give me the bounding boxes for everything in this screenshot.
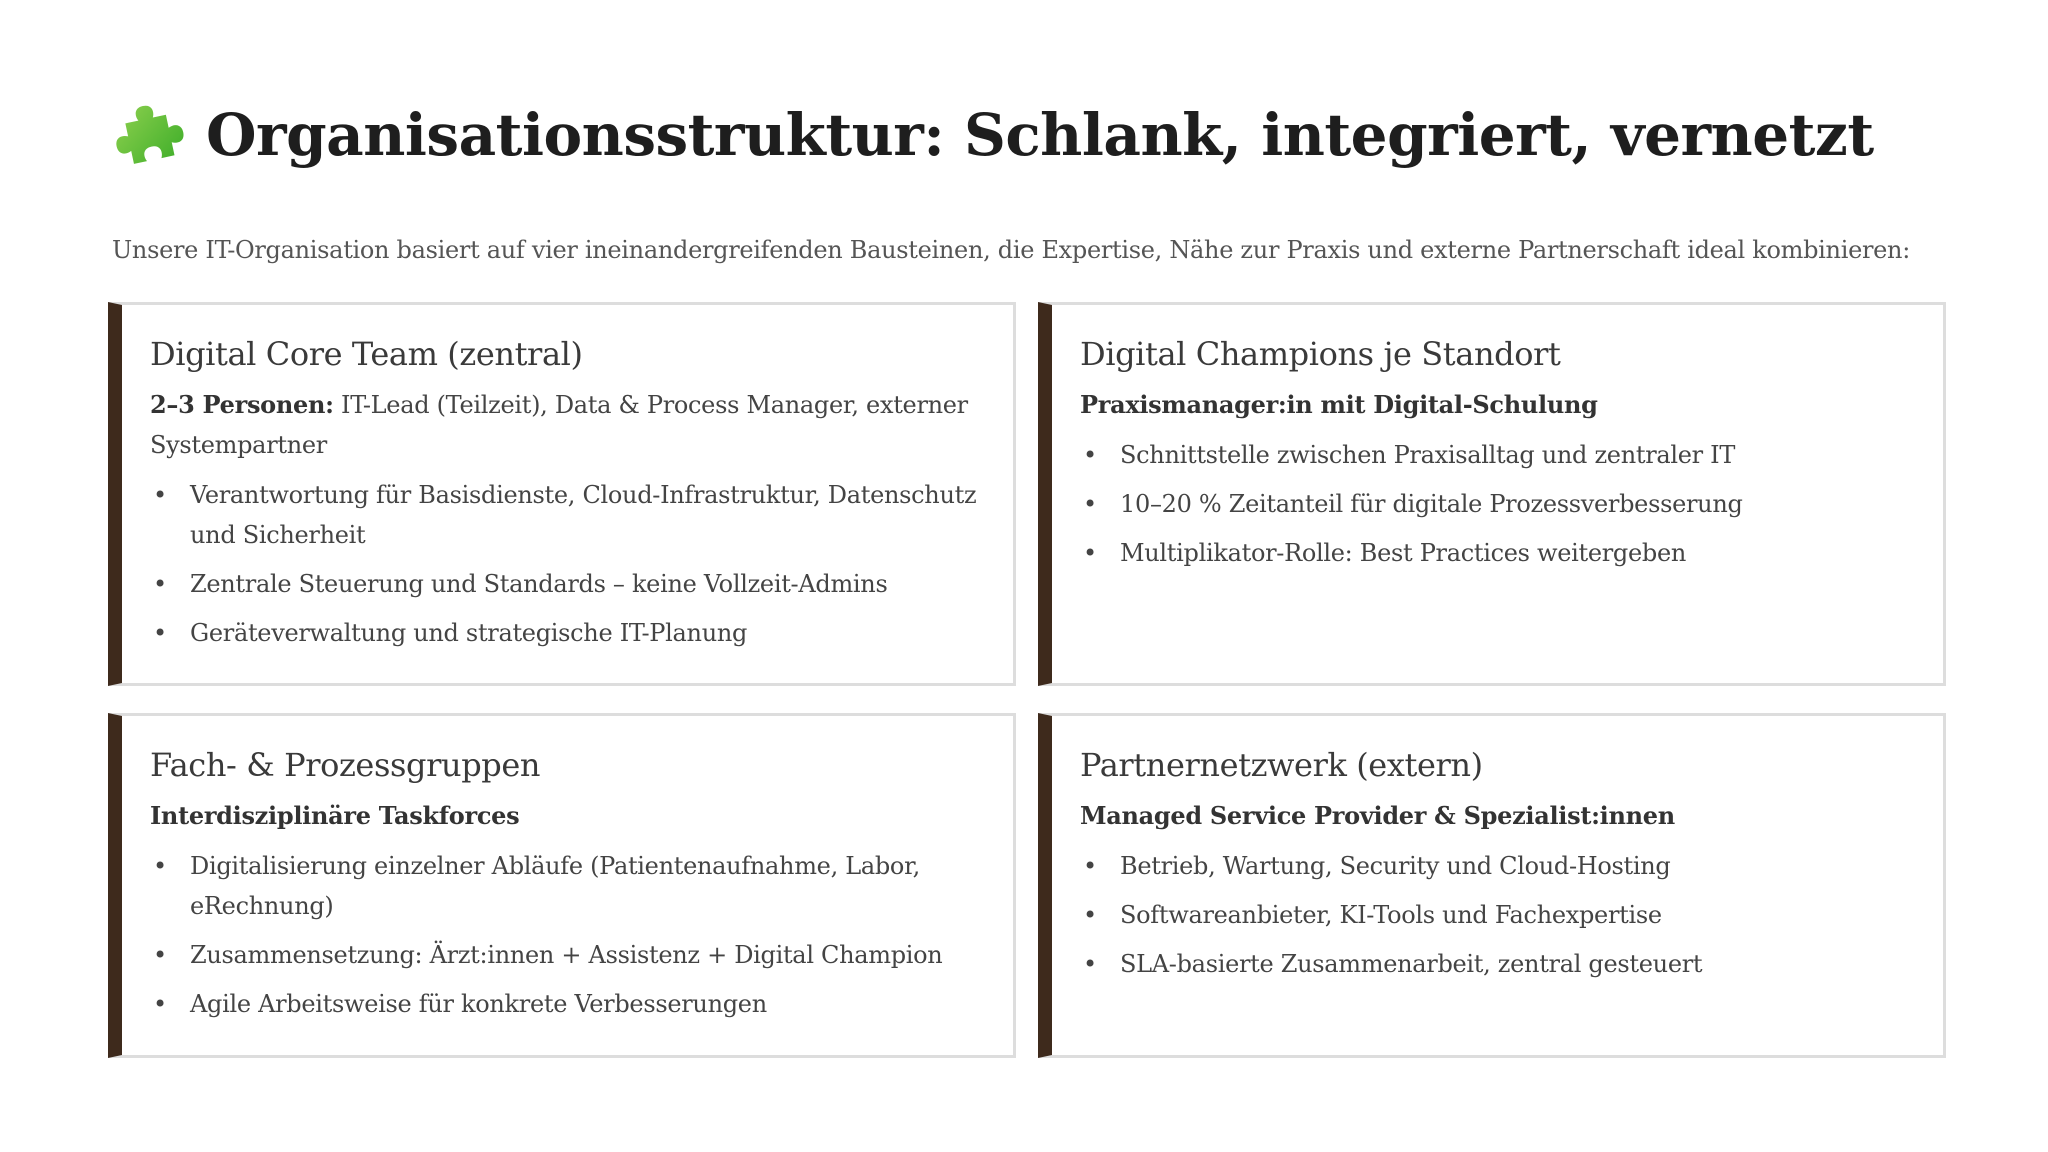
list-item-text: Verantwortung für Basisdienste, Cloud-Infrastruktur, Datenschutz und Sicherheit (190, 481, 977, 549)
intro-text: Unsere IT-Organisation basiert auf vier ineinandergreifenden Bausteinen, die Expertise, Nähe zur Praxis und externe Partnerschaft ideal kombinieren: (112, 236, 1910, 264)
card-subtitle-strong: 2–3 Personen: (150, 390, 334, 419)
bullet-icon: • (1083, 852, 1097, 880)
bullet-list (1080, 435, 1913, 573)
bullet-icon: • (1083, 441, 1097, 469)
list-item (1080, 484, 1913, 524)
bullet-icon: • (1083, 901, 1097, 929)
list-item (150, 984, 983, 1024)
list-item (150, 475, 983, 555)
list-item (150, 564, 983, 604)
card-digital-champions (1038, 302, 1946, 686)
page-title: Organisationsstruktur: Schlank, integriert, vernetzt (206, 101, 1874, 169)
list-item-text: 10–20 % Zeitanteil für digitale Prozessverbesserung (1120, 490, 1743, 518)
card-title: Fach- & Prozessgruppen (150, 746, 541, 784)
list-item-text: Schnittstelle zwischen Praxisalltag und zentraler IT (1120, 441, 1736, 469)
list-item (1080, 435, 1913, 475)
bullet-list (150, 846, 983, 1024)
card-subtitle-strong: Managed Service Provider & Spezialist:innen (1080, 801, 1675, 830)
bullet-icon: • (153, 570, 167, 598)
card-fach-prozessgruppen (108, 713, 1016, 1058)
card-subtitle (1080, 385, 1913, 425)
card-subtitle-strong: Praxismanager:in mit Digital-Schulung (1080, 390, 1598, 419)
bullet-list (1080, 846, 1913, 984)
list-item (150, 846, 983, 926)
card-subtitle-rest: IT-Lead (Teilzeit), Data & Process Manager, externer Systempartner (150, 391, 968, 459)
list-item-text: Agile Arbeitsweise für konkrete Verbesserungen (190, 990, 767, 1018)
card-subtitle-strong: Interdisziplinäre Taskforces (150, 801, 520, 830)
card-title: Digital Core Team (zentral) (150, 335, 583, 373)
card-partnernetzwerk (1038, 713, 1946, 1058)
bullet-icon: • (153, 481, 167, 509)
list-item (150, 613, 983, 653)
card-title: Digital Champions je Standort (1080, 335, 1561, 373)
list-item (1080, 895, 1913, 935)
list-item-text: Zusammensetzung: Ärzt:innen + Assistenz + Digital Champion (190, 941, 943, 969)
list-item-text: Zentrale Steuerung und Standards – keine Vollzeit-Admins (190, 570, 888, 598)
list-item-text: Multiplikator-Rolle: Best Practices weitergeben (1120, 539, 1687, 567)
list-item (1080, 944, 1913, 984)
card-subtitle (150, 385, 983, 465)
bullet-icon: • (1083, 490, 1097, 518)
card-subtitle (150, 796, 983, 836)
bullet-icon: • (153, 990, 167, 1018)
page-header (112, 98, 1874, 172)
list-item-text: Softwareanbieter, KI-Tools und Fachexpertise (1120, 901, 1662, 929)
bullet-icon: • (153, 852, 167, 880)
bullet-icon: • (1083, 950, 1097, 978)
list-item-text: Betrieb, Wartung, Security und Cloud-Hosting (1120, 852, 1671, 880)
bullet-icon: • (1083, 539, 1097, 567)
list-item (1080, 846, 1913, 886)
puzzle-icon (112, 98, 186, 172)
list-item-text: Geräteverwaltung und strategische IT-Planung (190, 619, 748, 647)
card-digital-core-team (108, 302, 1016, 686)
list-item (150, 935, 983, 975)
list-item (1080, 533, 1913, 573)
card-subtitle (1080, 796, 1913, 836)
bullet-icon: • (153, 941, 167, 969)
bullet-list (150, 475, 983, 653)
list-item-text: Digitalisierung einzelner Abläufe (Patientenaufnahme, Labor, eRechnung) (190, 852, 920, 920)
list-item-text: SLA-basierte Zusammenarbeit, zentral gesteuert (1120, 950, 1703, 978)
card-title: Partnernetzwerk (extern) (1080, 746, 1483, 784)
bullet-icon: • (153, 619, 167, 647)
